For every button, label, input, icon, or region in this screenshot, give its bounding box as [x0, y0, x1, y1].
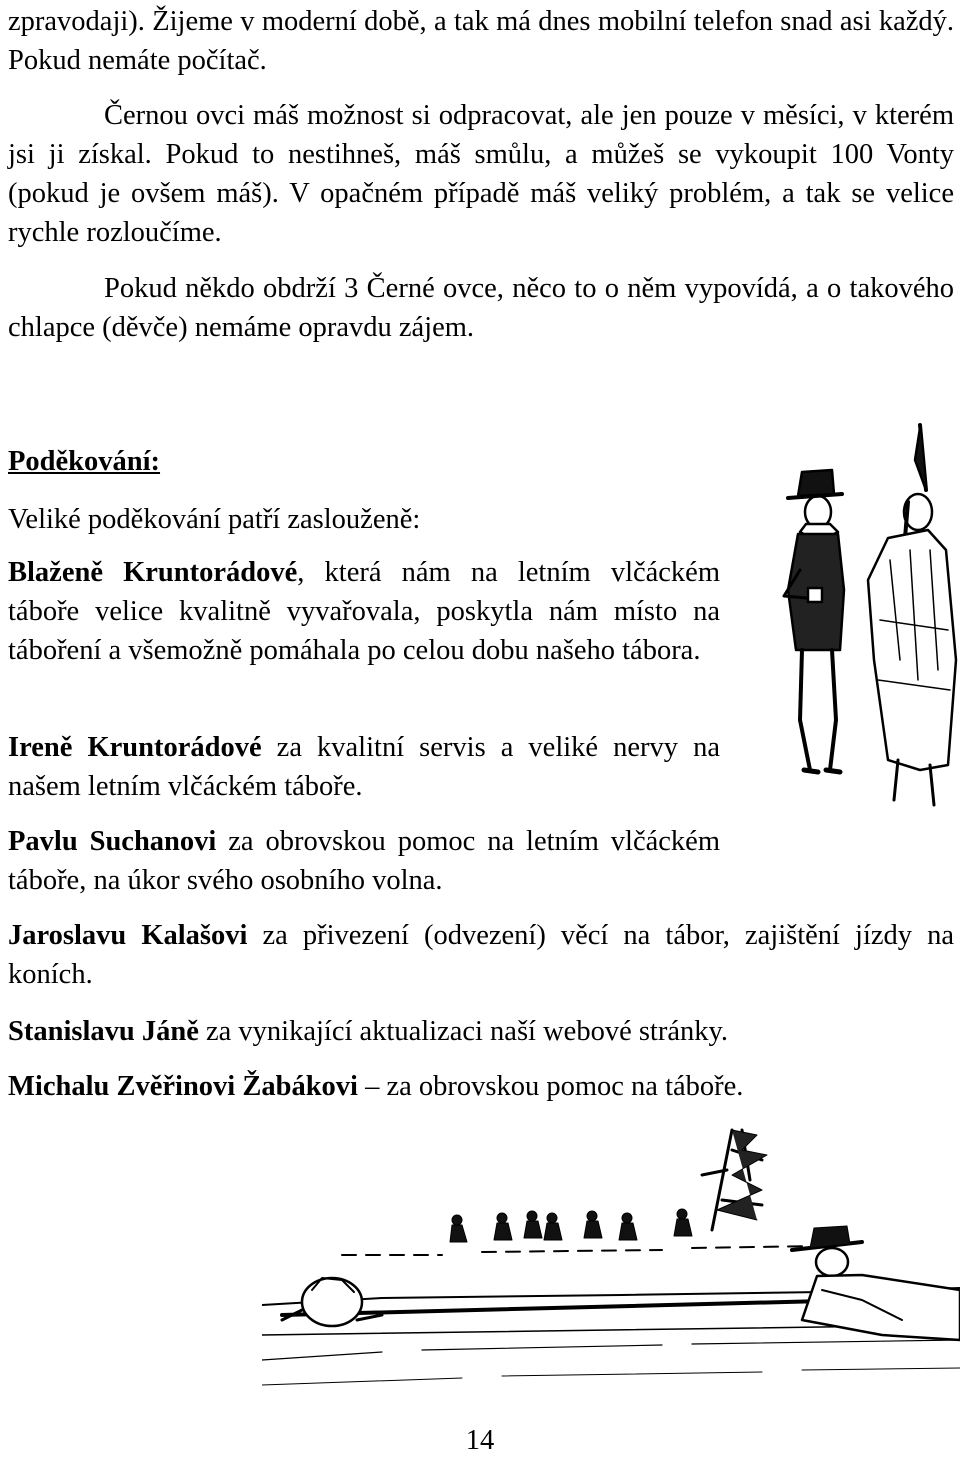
thanks-name: Michalu Zvěřinovi Žabákovi — [8, 1071, 358, 1102]
thanks-item — [8, 1012, 954, 1051]
intro-paragraph-2: Černou ovci máš možnost si odpracovat, ale jen pouze v měsíci, v kterém jsi ji získal. Pokud to nestihneš, máš smůlu, a můžeš se vykoupit 100 Vonty (pokud je ovšem máš). V opačném případě máš veliký problém, a tak se velice rychle rozloučíme. — [8, 100, 954, 248]
thanks-text: za přivezení (odvezení) věcí na tábor, zajištění jízdy na koních. — [8, 920, 955, 990]
thanks-text: , která nám na letním vlčáckém táboře velice kvalitně vyvařovala, poskytla nám místo na táboření a všemožně pomáhala po celou dobu našeho tábora. — [8, 557, 721, 666]
thanks-text: za vynikající aktualizaci naší webové stránky. — [198, 1016, 729, 1047]
pilgrim-and-native-illustration — [770, 420, 960, 815]
rescue-scene-illustration — [262, 1120, 960, 1430]
thanks-name: Blaženě Kruntorádové — [8, 557, 298, 588]
intro-paragraph-3: Pokud někdo obdrží 3 Černé ovce, něco to o něm vypovídá, a o takového chlapce (děvče) nemáme opravdu zájem. — [8, 273, 954, 343]
thanks-item — [8, 822, 720, 900]
thanks-lead: Veliké poděkování patří zaslouženě: — [8, 504, 421, 535]
thanks-name: Stanislavu Jáně — [8, 1016, 199, 1047]
thanks-item — [8, 1067, 954, 1106]
thanks-text: za kvalitní servis a veliké nervy na našem letním vlčáckém táboře. — [8, 732, 720, 802]
thanks-text: za obrovskou pomoc na letním vlčáckém táboře, na úkor svého osobního volna. — [8, 826, 720, 896]
thanks-text: – za obrovskou pomoc na táboře. — [357, 1071, 744, 1102]
thanks-name: Ireně Kruntorádové — [8, 732, 262, 763]
thanks-item — [8, 728, 720, 806]
intro-paragraph-1: zpravodaji). Žijeme v moderní době, a tak má dnes mobilní telefon snad asi každý. Pokud nemáte počítač. — [8, 6, 954, 76]
page-number: 14 — [465, 1425, 495, 1456]
thanks-heading: Poděkování: — [8, 446, 161, 477]
thanks-item — [8, 916, 954, 994]
thanks-name: Pavlu Suchanovi — [8, 826, 217, 857]
thanks-name: Jaroslavu Kalašovi — [8, 920, 248, 951]
thanks-item — [8, 553, 720, 670]
